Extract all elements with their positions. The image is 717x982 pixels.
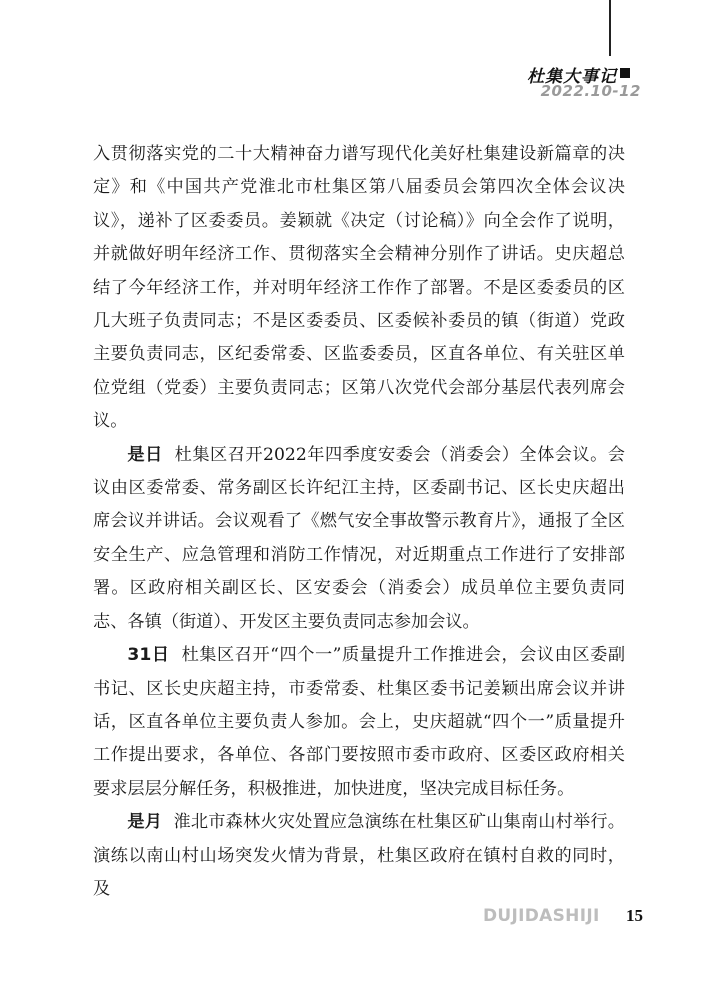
entry-date: 31日 [127, 645, 170, 666]
footer-brand: DUJIDASHIJI [483, 906, 600, 926]
paragraph-entry [93, 439, 625, 639]
running-header-title: 杜集大事记 [527, 67, 617, 87]
paragraph-text: 杜集区召开2022年四季度安委会（消委会）全体会议。会议由区委常委、常务副区长许纪江主持，区委副书记、区长史庆超出席会议并讲话。会议观看了《燃气安全事故警示教育片》，通报了全区安全生产、应急管理和消防工作情况，对近期重点工作进行了安排部署。区政府相关副区长、区安委会（消委会）成员单位主要负责同志、各镇（街道）、开发区主要负责同志参加会议。 [93, 444, 625, 632]
header-square-mark [620, 68, 630, 78]
paragraph-text: 入贯彻落实党的二十大精神奋力谱写现代化美好杜集建设新篇章的决定》和《中国共产党淮北市杜集区第八届委员会第四次全体会议决议》，递补了区委委员。姜颖就《决定（讨论稿）》向全会作了说明，并就做好明年经济工作、贯彻落实全会精神分别作了讲话。史庆超总结了今年经济工作，并对明年经济工作作了部署。不是区委委员的区几大班子负责同志；不是区委委员、区委候补委员的镇（街道）党政主要负责同志，区纪委常委、区监委委员，区直各单位、有关驻区单位党组（党委）主要负责同志；区第八次党代会部分基层代表列席会议。 [93, 144, 625, 432]
entry-date: 是月 [127, 812, 163, 833]
paragraph-entry [93, 806, 625, 906]
running-header-date: 2022.10-12 [540, 82, 641, 100]
entry-date: 是日 [127, 444, 163, 465]
body-text [93, 138, 625, 906]
paragraph-continued [93, 138, 625, 439]
paragraph-entry [93, 639, 625, 806]
header-rule [609, 0, 611, 56]
paragraph-text: 杜集区召开“四个一”质量提升工作推进会，会议由区委副书记、区长史庆超主持，市委常委、杜集区委书记姜颖出席会议并讲话，区直各单位主要负责人参加。会上，史庆超就“四个一”质量提升工作提出要求，各单位、各部门要按照市委市政府、区委区政府相关要求层层分解任务，积极推进，加快进度，坚决完成目标任务。 [93, 645, 626, 799]
page-number: 15 [626, 906, 643, 925]
paragraph-text: 淮北市森林火灾处置应急演练在杜集区矿山集南山村举行。演练以南山村山场突发火情为背景，杜集区政府在镇村自救的同时，及 [93, 812, 625, 899]
